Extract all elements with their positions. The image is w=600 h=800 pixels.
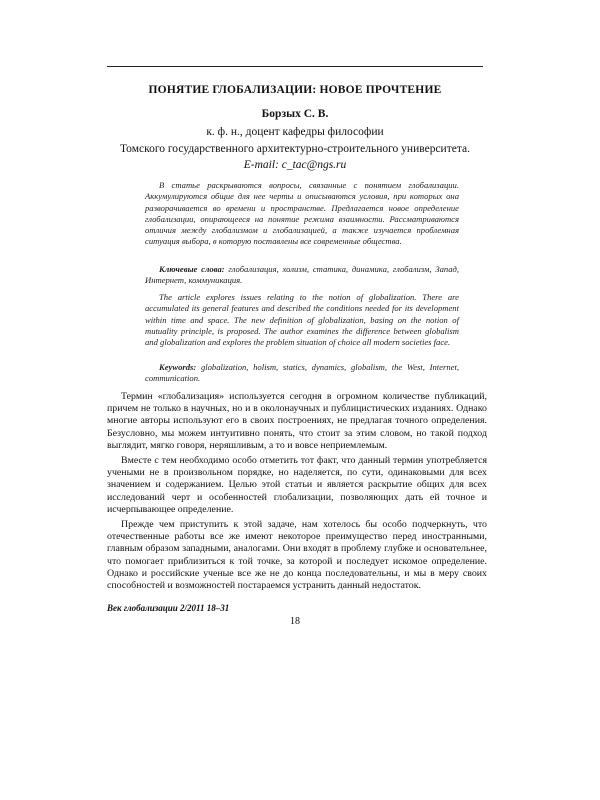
journal-citation: Век глобализации 2/2011 18–31 [107,603,230,613]
keywords-english [145,362,459,385]
keywords-russian [145,264,459,287]
page-number: 18 [290,616,300,627]
header-rule [107,66,483,67]
author-name: Борзых С. В. [261,108,329,120]
body-paragraph: Вместе с тем необходимо особо отметить тот факт, что данный термин употребляется учеными не в произвольном порядке, но наделяется, по сути, одинаковыми для всех значением и содержанием. Целью этой статьи и является раскрытие общих для всех исследований черт и особенностей глобализации, позволяющих дать ей точное и исчерпывающее определение. [107,455,487,515]
abstract-english: The article explores issues relating to the notion of globalization. There are accumulated its general features and described the conditions needed for its development within time and space. The new definition of globalization, basing on the notion of mutuality principle, is proposed. The author examines the difference between globalism and globalization and explores the problem situation of choice all modern societies face. [145,292,459,348]
author-university: Томского государственного архитектурно-строительного университета. [120,142,470,155]
keywords-russian-label: Ключевые слова: [159,264,225,274]
article-title: ПОНЯТИЕ ГЛОБАЛИЗАЦИИ: НОВОЕ ПРОЧТЕНИЕ [148,84,442,96]
article-body [107,391,487,595]
keywords-russian-text: глобализация, холизм, статика, динамика, глобализм, Запад, Интернет, коммуникация. [145,264,459,286]
author-position: к. ф. н., доцент кафедры философии [206,126,384,138]
author-email: E-mail: c_tac@ngs.ru [243,159,347,171]
keywords-english-text: globalization, holism, statics, dynamics, globalism, the West, Internet, communication. [145,362,459,384]
keywords-english-label: Keywords: [159,362,197,372]
body-paragraph: Термин «глобализация» используется сегодня в огромном количестве публикаций, причем не только в научных, но и в околонаучных и публицистических изданиях. Однако многие авторы используют его в своих построениях, не предлагая точного определения. Безусловно, мы можем интуитивно понять, что стоит за этим словом, но такой подход выглядит, мягко говоря, неряшливым, а то и вовсе неприемлемым. [107,391,487,451]
author-affiliation [100,124,490,174]
abstract-russian: В статье раскрываются вопросы, связанные с понятием глобализации. Аккумулируются общие для нее черты и описываются условия, при которых она разворачивается во времени и пространстве. Предлагается новое определение глобализации, опирающееся на понятие режима взаимности. Рассматриваются отличия между глобализмом и глобализацией, а также изучается проблемная ситуация выбора, в которую поставлены все современные общества. [145,180,459,247]
body-paragraph: Прежде чем приступить к этой задаче, нам хотелось бы особо подчеркнуть, что отечественные работы все же имеют некоторое преимущество перед иностранными, главным образом западными, аналогами. Они входят в проблему глубже и основательнее, что помогает приблизиться к той точке, за которой и последует искомое определение. Однако и российские ученые все же не до конца последовательны, и мы в меру своих способностей и возможностей постараемся устранить данный недостаток. [107,519,487,592]
